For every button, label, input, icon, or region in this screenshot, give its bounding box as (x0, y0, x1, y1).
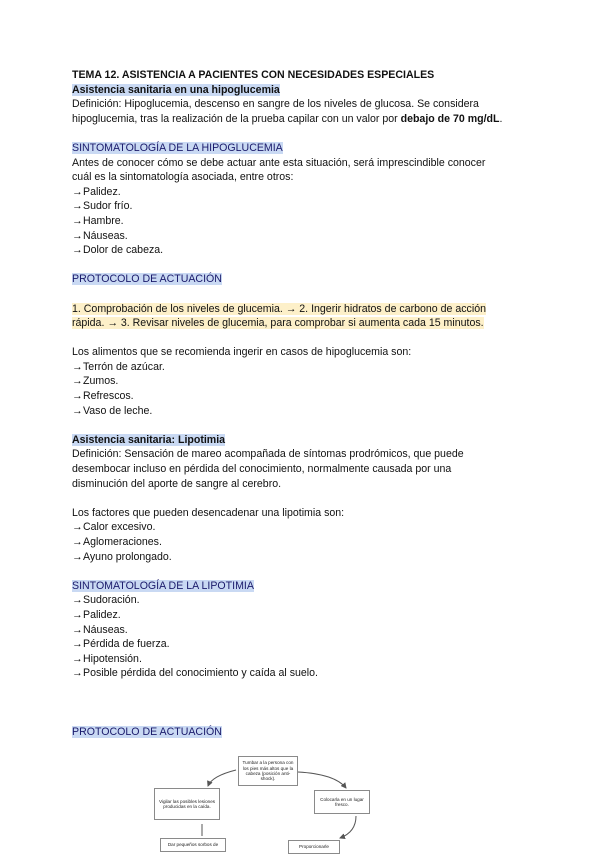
arrow-bullet-icon: → (72, 550, 83, 563)
list-item-text: Sudor frío. (83, 200, 133, 213)
arrow-top-to-left (208, 770, 236, 786)
list-item (72, 593, 542, 608)
arrow-bullet-icon: → (72, 608, 83, 621)
arrow-bullet-icon: → (72, 200, 83, 213)
arrow-bullet-icon: → (72, 185, 83, 198)
list-item-text: Dolor de cabeza. (83, 244, 164, 257)
list-item (72, 666, 542, 681)
definition-line: Definición: Hipoglucemia, descenso en sangre de los niveles de glucosa. Se considera (72, 98, 479, 111)
arrow-bullet-icon: → (72, 229, 83, 242)
list-item (72, 652, 542, 667)
paragraph-line: cuál es la sintomatología asociada, entre otros: (72, 171, 294, 184)
diagram-box-cool-place: Colocarla en un lugar fresco. (314, 790, 370, 814)
subheading-lipothymia-symptoms: SINTOMATOLOGÍA DE LA LIPOTIMIA (72, 579, 254, 592)
protocol-steps-line: 1. Comprobación de los niveles de glucemia. → 2. Ingerir hidratos de carbono de acción (72, 302, 486, 315)
arrow-bullet-icon: → (72, 594, 83, 607)
subheading-hypoglycemia-symptoms: SINTOMATOLOGÍA DE LA HIPOGLUCEMIA (72, 141, 283, 154)
list-item (72, 389, 542, 404)
list-item-text: Hipotensión. (83, 652, 142, 665)
arrow-top-to-right (298, 772, 346, 788)
arrow-bullet-icon: → (72, 375, 83, 388)
list-item-text: Palidez. (83, 185, 121, 198)
list-item-text: Ayuno prolongado. (83, 550, 172, 563)
arrow-right-to-bottom (340, 816, 356, 838)
arrow-bullet-icon: → (72, 623, 83, 636)
list-item-text: Hambre. (83, 214, 124, 227)
arrow-bullet-icon: → (72, 652, 83, 665)
arrow-bullet-icon: → (72, 360, 83, 373)
arrow-bullet-icon: → (72, 214, 83, 227)
section-heading-lipothymia: Asistencia sanitaria: Lipotimia (72, 433, 226, 446)
diagram-box-lay-down: Tumbar a la persona con los pies más altos que la cabeza (posición anti-shock). (238, 756, 298, 786)
list-item-text: Calor excesivo. (83, 521, 156, 534)
subheading-protocol-lipothymia: PROTOCOLO DE ACTUACIÓN (72, 725, 222, 738)
paragraph-line: Antes de conocer cómo se debe actuar ante esta situación, será imprescindible conocer (72, 156, 486, 169)
list-item (72, 374, 542, 389)
list-item-text: Náuseas. (83, 623, 128, 636)
list-item-text: Aglomeraciones. (83, 536, 162, 548)
list-item (72, 243, 542, 258)
diagram-box-small-sips: Dar pequeños sorbos de (160, 838, 226, 852)
list-item-text: Vaso de leche. (83, 404, 153, 417)
list-item (72, 404, 542, 419)
list-item-text: Terrón de azúcar. (83, 360, 165, 373)
definition-line: Definición: Sensación de mareo acompañada de síntomas prodrómicos, que puede (72, 448, 464, 461)
diagram-box-check-injuries: Vigilar las posibles lesiones producidas en la caída. (154, 788, 220, 820)
list-item-text: Zumos. (83, 375, 119, 388)
subheading-protocol-hypoglycemia: PROTOCOLO DE ACTUACIÓN (72, 273, 222, 286)
symptom-list (72, 593, 542, 681)
diagram-box-provide: Proporcionarle (288, 840, 340, 854)
arrow-bullet-icon: → (72, 536, 83, 548)
list-item-text: Refrescos. (83, 390, 134, 403)
food-list (72, 360, 542, 418)
list-item-text: Pérdida de fuerza. (83, 638, 170, 651)
definition-line: desembocar incluso en pérdida del conocimiento, normalmente causada por una (72, 463, 452, 476)
list-item-text: Palidez. (83, 608, 121, 621)
list-item (72, 199, 542, 214)
protocol-diagram (150, 752, 410, 848)
list-item (72, 360, 542, 375)
list-item (72, 520, 542, 535)
list-item (72, 535, 542, 550)
arrow-bullet-icon: → (72, 638, 83, 651)
definition-line: disminución del aporte de sangre al cerebro. (72, 477, 282, 490)
list-item (72, 623, 542, 638)
list-item-text: Náuseas. (83, 229, 128, 242)
symptom-list (72, 185, 542, 258)
list-item (72, 550, 542, 565)
arrow-bullet-icon: → (72, 244, 83, 257)
arrow-bullet-icon: → (72, 404, 83, 417)
list-item (72, 185, 542, 200)
definition-line: hipoglucemia, tras la realización de la prueba capilar con un valor por debajo de 70 mg/dL. (72, 112, 503, 125)
protocol-steps-line: rápida. → 3. Revisar niveles de glucemia, para comprobar si aumenta cada 15 minutos. (72, 317, 484, 330)
list-item (72, 229, 542, 244)
document-page (72, 68, 542, 739)
list-item (72, 608, 542, 623)
arrow-bullet-icon: → (72, 667, 83, 680)
paragraph-line: Los factores que pueden desencadenar una lipotimia son: (72, 506, 345, 519)
section-heading-hypoglycemia: Asistencia sanitaria en una hipoglucemia (72, 83, 280, 96)
list-item-text: Sudoración. (83, 594, 140, 607)
arrow-bullet-icon: → (72, 390, 83, 403)
arrow-bullet-icon: → (72, 521, 83, 534)
paragraph-line: Los alimentos que se recomienda ingerir en casos de hipoglucemia son: (72, 346, 412, 359)
factor-list (72, 520, 542, 564)
document-title: TEMA 12. ASISTENCIA A PACIENTES CON NECESIDADES ESPECIALES (72, 69, 435, 81)
list-item (72, 214, 542, 229)
list-item (72, 637, 542, 652)
list-item-text: Posible pérdida del conocimiento y caída al suelo. (83, 667, 318, 680)
